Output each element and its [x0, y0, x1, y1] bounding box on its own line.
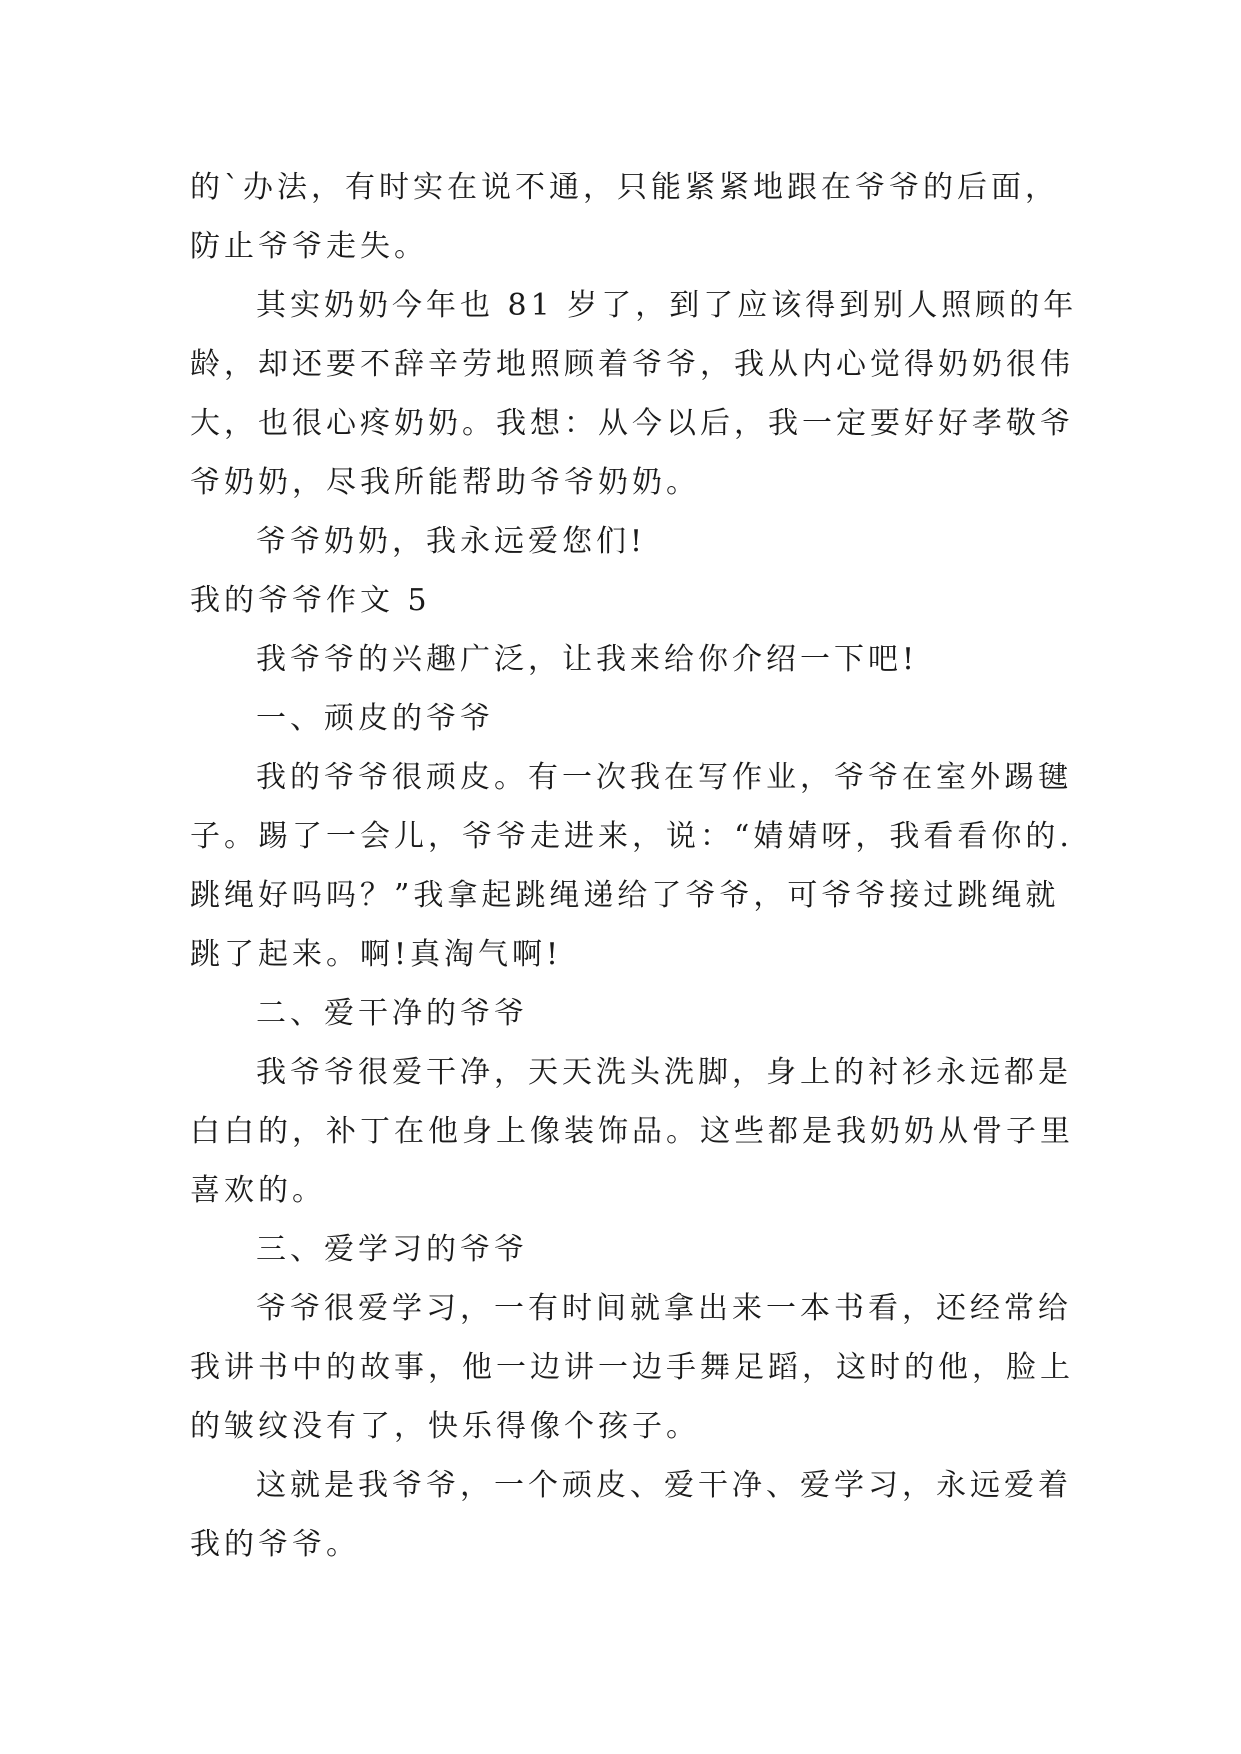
paragraph-start-line: 爷爷很爱学习，一有时间就拿出来一本书看，还经常给: [256, 1291, 1072, 1326]
text-line: 我的爷爷。: [190, 1527, 360, 1562]
essay-text: [190, 158, 1078, 1574]
text-line: 白白的，补丁在他身上像装饰品。这些都是我奶奶从骨子里: [190, 1114, 1074, 1149]
paragraph-start-line: 我的爷爷很顽皮。有一次我在写作业，爷爷在室外踢毽: [256, 760, 1072, 795]
text-line: 跳绳好吗吗？”我拿起跳绳递给了爷爷，可爷爷接过跳绳就: [190, 878, 1060, 913]
text-line: 防止爷爷走失。: [190, 229, 428, 264]
section-heading: 二、爱干净的爷爷: [256, 996, 528, 1031]
section-heading: 一、顽皮的爷爷: [256, 701, 494, 736]
paragraph-start-line: 这就是我爷爷，一个顽皮、爱干净、爱学习，永远爱着: [256, 1468, 1072, 1503]
text-line: 子。踢了一会儿，爷爷走进来，说：“婧婧呀，我看看你的.: [190, 819, 1073, 854]
text-line: 我讲书中的故事，他一边讲一边手舞足蹈，这时的他，脸上: [190, 1350, 1074, 1385]
essay-title: 我的爷爷作文 5: [190, 583, 431, 618]
text-line: 爷奶奶，尽我所能帮助爷爷奶奶。: [190, 465, 700, 500]
paragraph-start-line: 爷爷奶奶，我永远爱您们!: [256, 524, 647, 559]
paragraph-start-line: 其实奶奶今年也 81 岁了，到了应该得到别人照顾的年: [256, 288, 1078, 323]
text-line: 龄，却还要不辞辛劳地照顾着爷爷，我从内心觉得奶奶很伟: [190, 347, 1074, 382]
text-line: 跳了起来。啊!真淘气啊!: [190, 937, 563, 972]
text-line: 的`办法，有时实在说不通，只能紧紧地跟在爷爷的后面，: [190, 170, 1059, 205]
text-line: 的皱纹没有了，快乐得像个孩子。: [190, 1409, 700, 1444]
section-heading: 三、爱学习的爷爷: [256, 1232, 528, 1267]
paragraph-start-line: 我爷爷很爱干净，天天洗头洗脚，身上的衬衫永远都是: [256, 1055, 1072, 1090]
text-line: 大，也很心疼奶奶。我想：从今以后，我一定要好好孝敬爷: [190, 406, 1074, 441]
text-line: 喜欢的。: [190, 1173, 326, 1208]
paragraph-start-line: 我爷爷的兴趣广泛，让我来给你介绍一下吧!: [256, 642, 919, 677]
